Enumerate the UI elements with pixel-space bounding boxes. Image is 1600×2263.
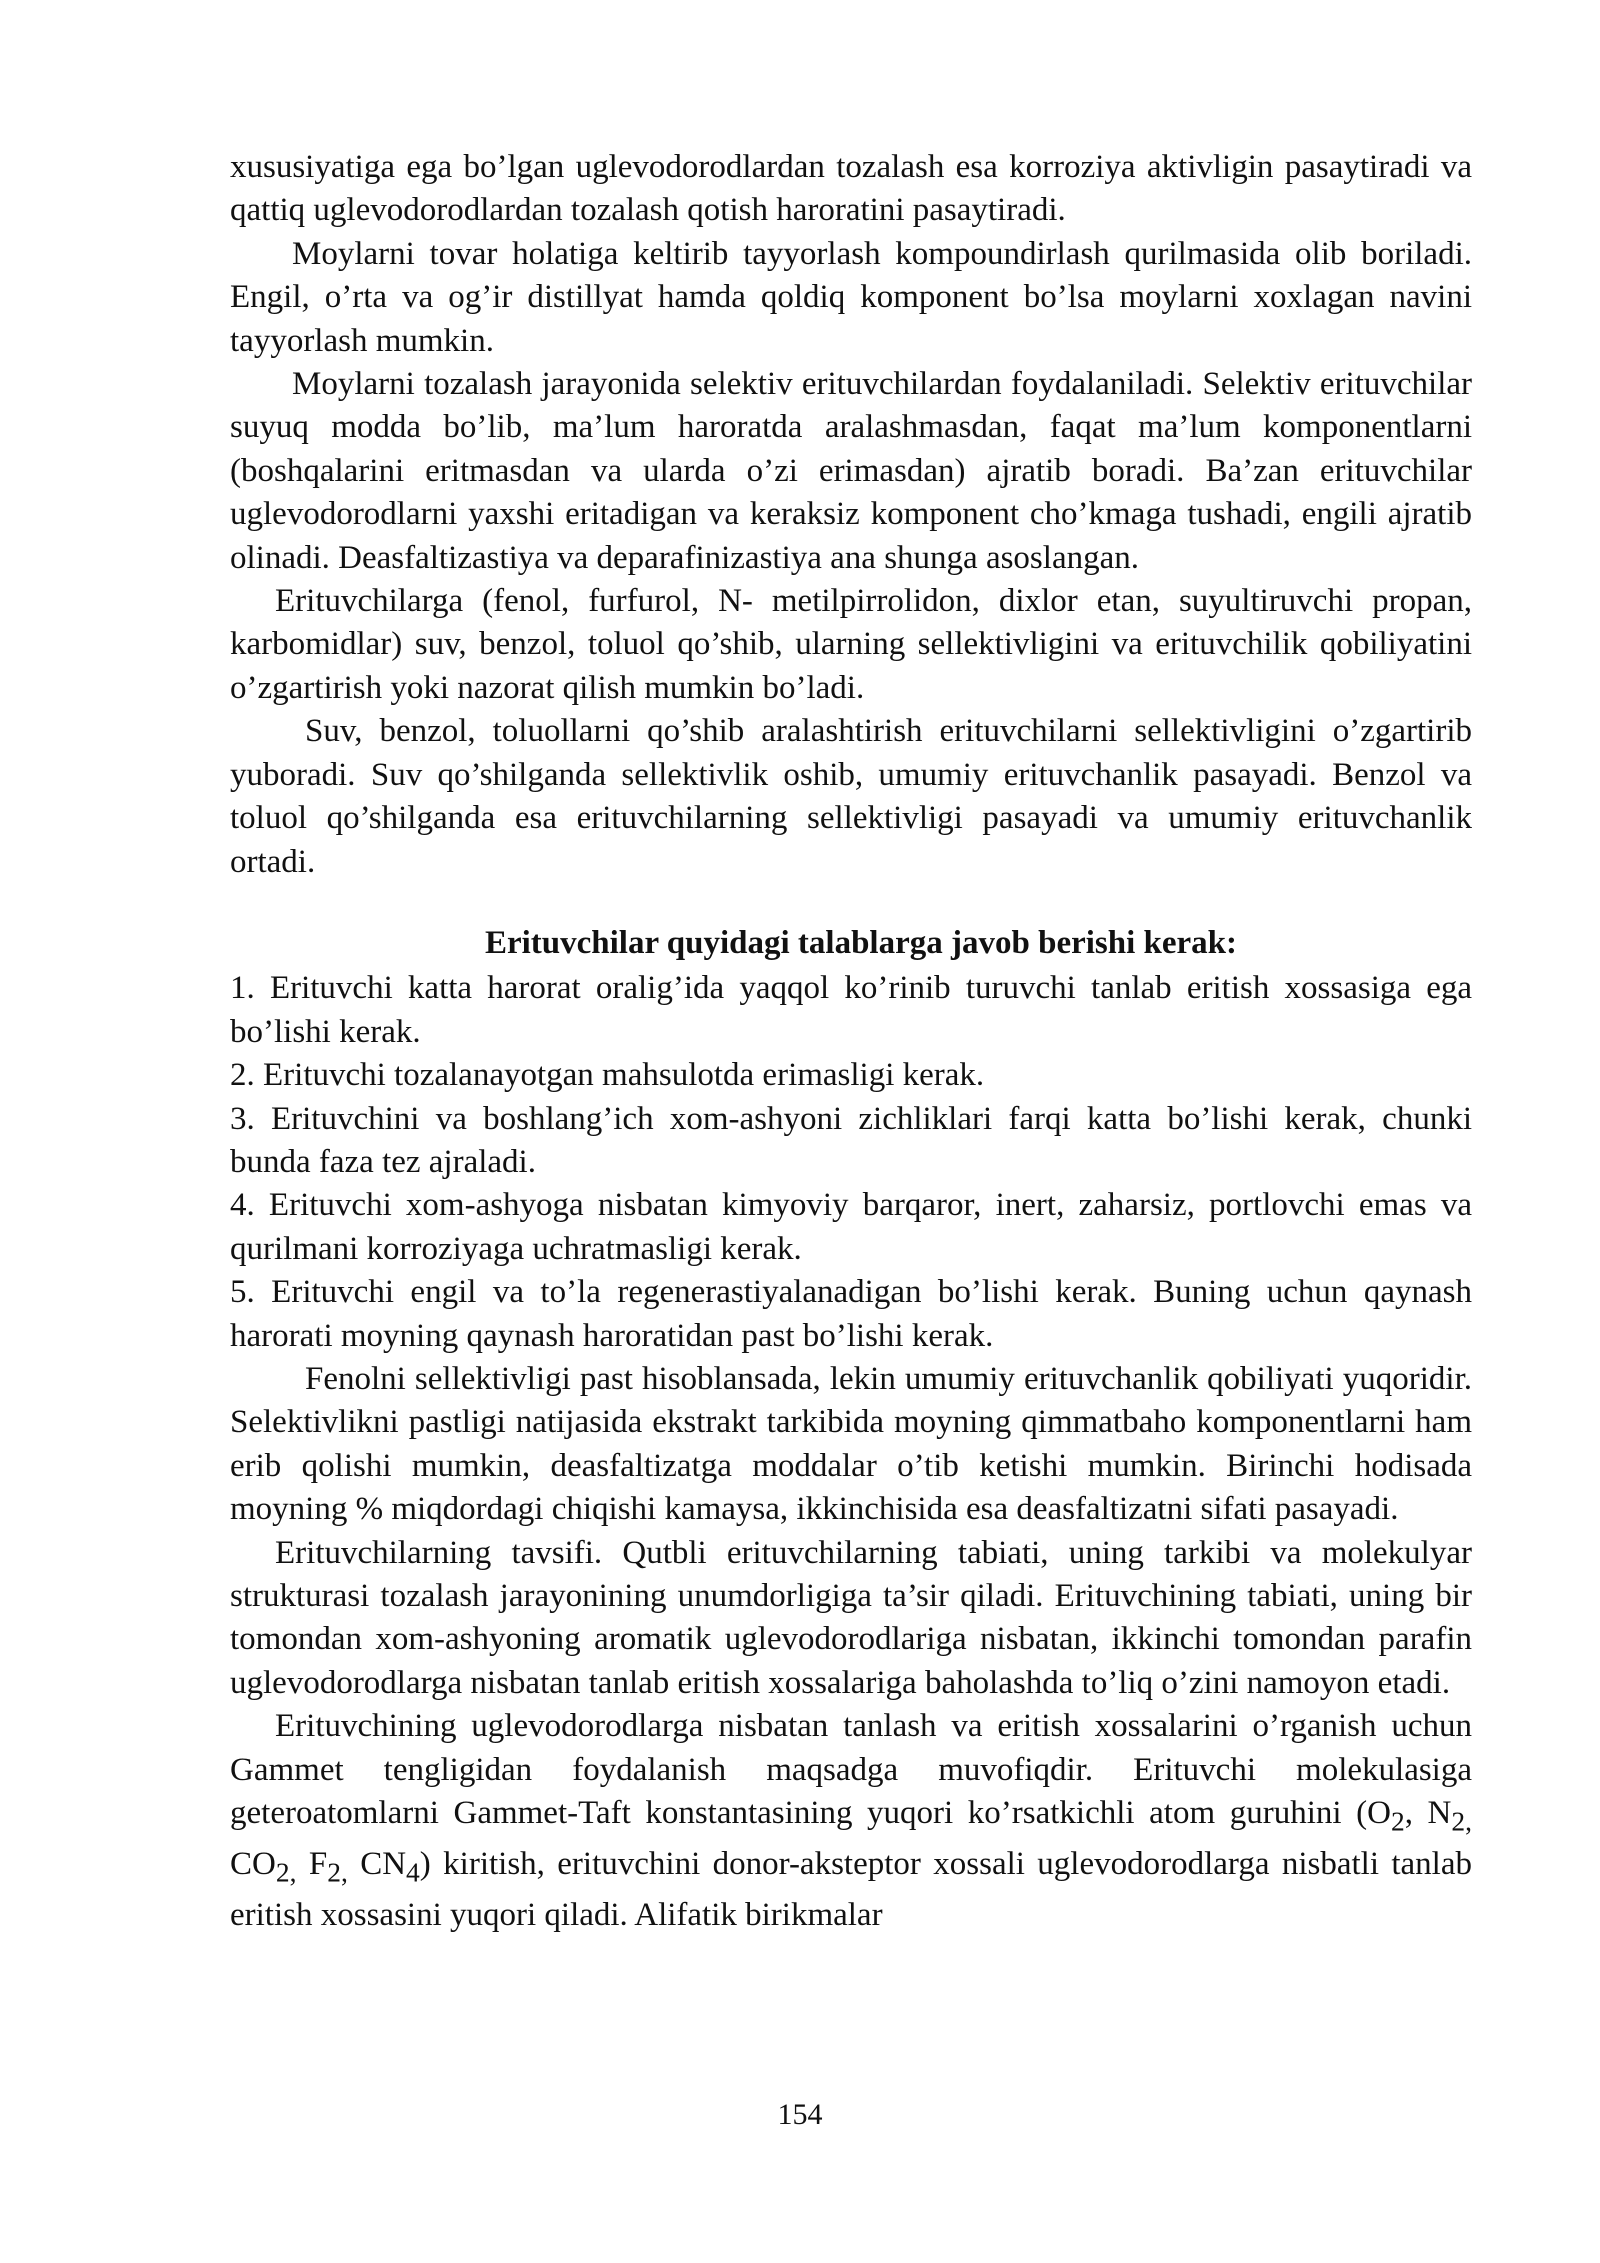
requirement-item-3: 3. Erituvchini va boshlang’ich xom-ashyoni zichliklari farqi katta bo’lishi kerak, chunki bunda faza tez ajraladi.: [230, 1100, 1472, 1180]
paragraph-2: Moylarni tovar holatiga keltirib tayyorlash kompoundirlash qurilmasida olib boriladi. Engil, o’rta va og’ir distillyat hamda qoldiq komponent bo’lsa moylarni xoxlagan navini tayyorlash mumkin.: [230, 235, 1472, 359]
paragraph-3: Moylarni tozalash jarayonida selektiv erituvchilardan foydalaniladi. Selektiv erituvchilar suyuq modda bo’lib, ma’lum haroratda aralashmasdan, faqat ma’lum komponentlarni (boshqalarini eritmasdan va ularda o’zi erimasdan) ajratib boradi. Ba’zan erituvchilar uglevodorodlarni yaxshi eritadigan va keraksiz komponent cho’kmaga tushadi, engili ajratib olinadi. Deasfaltizastiya va deparafinizastiya ana shunga asoslangan.: [230, 366, 1472, 576]
paragraph-5: Suv, benzol, toluollarni qo’shib aralashtirish erituvchilarni sellektivligini o’zgartirib yuboradi. Suv qo’shilganda sellektivlik oshib, umumiy erituvchanlik pasayadi. Benzol va toluol qo’shilganda esa erituvchilarning sellektivligi pasayadi va umumiy erituvchanlik ortadi.: [230, 713, 1472, 880]
page-number: 154: [777, 2098, 823, 2131]
requirement-item-5: 5. Erituvchi engil va to’la regenerastiyalanadigan bo’lishi kerak. Buning uchun qaynash harorati moyning qaynash haroratidan past bo’lishi kerak.: [230, 1274, 1472, 1354]
paragraph-8-start: Erituvchining uglevodorodlarga nisbatan tanlash va eritish xossalarini o’rganish uchun Gammet tengligidan foydalanish maqsadga muvofiqdir. Erituvchi molekulasiga geteroatomlarni Gammet-Taft konstantasining yuqori ko’rsatkichli atom guruhini (: [230, 1708, 1472, 1832]
section-heading: Erituvchilar quyidagi talablarga javob berishi kerak:: [484, 924, 1238, 961]
formula-o2: $O_2$: [1367, 1795, 1405, 1837]
paragraph-1: xususiyatiga ega bo’lgan uglevodorodlardan tozalash esa korroziya aktivligin pasaytiradi va qattiq uglevodorodlardan tozalash qotish haroratini pasaytiradi.: [230, 149, 1472, 229]
requirement-item-4: 4. Erituvchi xom-ashyoga nisbatan kimyoviy barqaror, inert, zaharsiz, portlovchi emas va qurilmani korroziyaga uchratmasligi kerak.: [230, 1187, 1472, 1267]
requirement-item-1: 1. Erituvchi katta harorat oralig’ida yaqqol ko’rinib turuvchi tanlab eritish xossasiga ega bo’lishi kerak.: [230, 970, 1472, 1050]
formula-n2: $N_{2,}$: [1427, 1795, 1472, 1837]
requirement-item-2: 2. Erituvchi tozalanayotgan mahsulotda erimasligi kerak.: [230, 1057, 985, 1094]
formula-cn4: $CN_4$: [360, 1846, 420, 1888]
paragraph-4: Erituvchilarga (fenol, furfurol, N- metilpirrolidon, dixlor etan, suyultiruvchi propan, karbomidlar) suv, benzol, toluol qo’shib, ularning sellektivligini va erituvchilik qobiliyatini o’zgartirish yoki nazorat qilish mumkin bo’ladi.: [230, 583, 1472, 706]
formula-f2: $F_{2,}$: [308, 1846, 348, 1888]
paragraph-7: Erituvchilarning tavsifi. Qutbli erituvchilarning tabiati, uning tarkibi va molekulyar strukturasi tozalash jarayonining unumdorligiga ta’sir qiladi. Erituvchining tabiati, uning bir tomondan xom-ashyoning aromatik uglevodorodlariga nisbatan, ikkinchi tomondan parafin uglevodorodlarga nisbatan tanlab eritish xossalariga baholashda to’liq o’zini namoyon etadi.: [230, 1534, 1472, 1701]
paragraph-6: Fenolni sellektivligi past hisoblansada, lekin umumiy erituvchanlik qobiliyati yuqoridir. Selektivlikni pastligi natijasida ekstrakt tarkibida moyning qimmatbaho komponentlarni ham erib qolishi mumkin, deasfaltizatga moddalar o’tib ketishi mumkin. Birinchi hodisada moyning % miqdordagi chiqishi kamaysa, ikkinchisida esa deasfaltizatni sifati pasayadi.: [230, 1360, 1472, 1528]
formula-co2: $CO_{2,}$: [230, 1846, 297, 1888]
body-text: [230, 146, 1472, 1937]
paragraph-8-end: ) kiritish, erituvchini donor-aksteptor xossali uglevodorodlarga nisbatli tanlab eritish xossasini yuqori qiladi. Alifatik birikmalar: [230, 1846, 1473, 1934]
paragraph-8: Erituvchining uglevodorodlarga nisbatan tanlash va eritish xossalarini o’rganish uchun Gammet tengligidan foydalanish maqsadga muvofiqdir. Erituvchi molekulasiga geteroatomlarni Gammet-Taft konstantasining yuqori ko’rsatkichli atom guruhini ($O_2$, $N_{2,}$ $CO_{2,}$ $F_{2,}$ $CN_4$) kiritish, erituvchini donor-aksteptor xossali uglevodorodlarga nisbatli tanlab eritish xossasini yuqori qiladi. Alifatik birikmalar: [230, 1708, 1473, 1934]
